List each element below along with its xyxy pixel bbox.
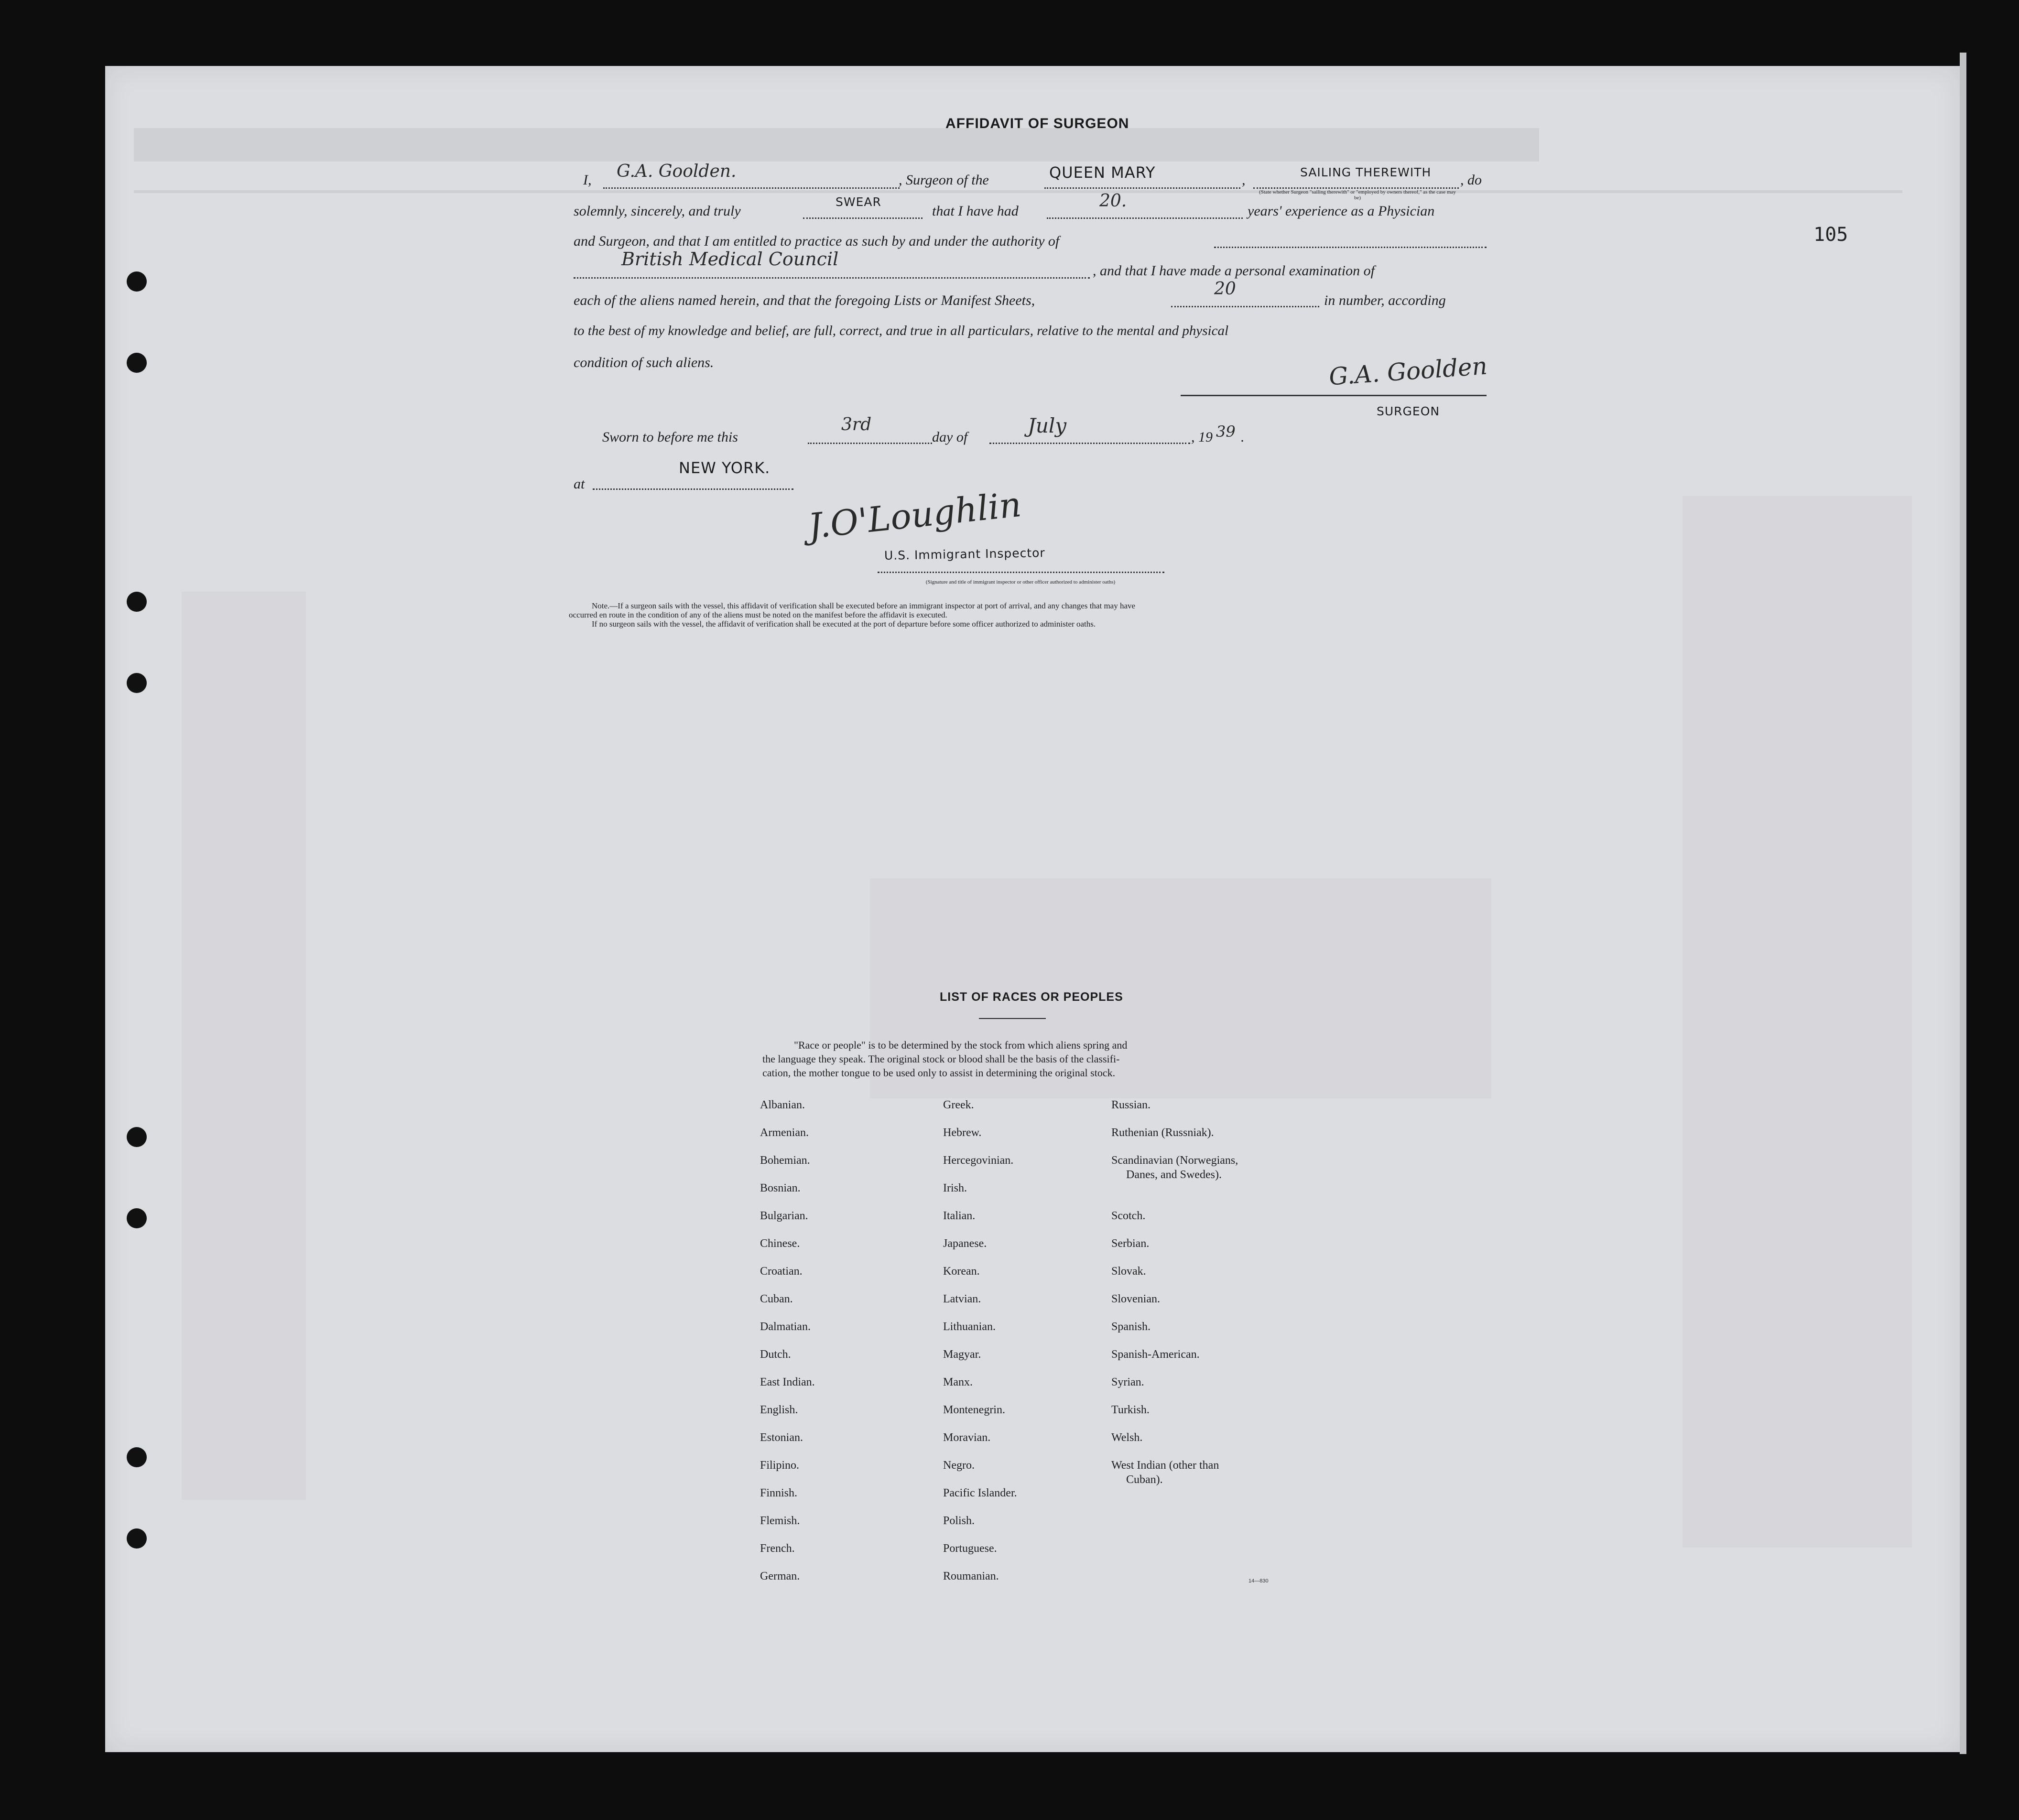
comma: , xyxy=(1242,172,1246,188)
sheets-count: 20 xyxy=(1214,279,1236,299)
ship-name: QUEEN MARY xyxy=(1049,163,1156,182)
race-item: Roumanian. xyxy=(943,1570,999,1582)
inspector-title: U.S. Immigrant Inspector xyxy=(884,546,1045,563)
race-item: Portuguese. xyxy=(943,1542,997,1555)
form-code: 14—830 xyxy=(1248,1578,1269,1584)
race-item: Flemish. xyxy=(760,1515,800,1527)
race-item: Moravian. xyxy=(943,1431,991,1444)
race-item: Spanish-American. xyxy=(1111,1348,1200,1361)
races-intro-line-1: "Race or people" is to be determined by the stock from which aliens spring and xyxy=(794,1039,1128,1051)
race-item: Irish. xyxy=(943,1182,967,1194)
race-item: Russian. xyxy=(1111,1099,1151,1111)
races-title-rule xyxy=(979,1018,1046,1019)
bleed-through-column xyxy=(182,592,306,1500)
race-item: Chinese. xyxy=(760,1237,800,1250)
race-item: German. xyxy=(760,1570,800,1582)
manifest-sheets-label: each of the aliens named herein, and that the foregoing Lists or Manifest Sheets, xyxy=(574,292,1035,308)
years-value: 20. xyxy=(1099,191,1127,211)
years-experience-label: years' experience as a Physician xyxy=(1248,203,1435,219)
races-intro-line-2: the language they speak. The original stock or blood shall be the basis of the classifi- xyxy=(762,1053,1120,1065)
race-item: Magyar. xyxy=(943,1348,981,1361)
race-item: Slovenian. xyxy=(1111,1293,1160,1305)
inspector-note: (Signature and title of immigrant inspector or other officer authorized to administer oaths) xyxy=(925,579,1116,585)
years-line xyxy=(1047,217,1243,219)
note-line-1: Note.—If a surgeon sails with the vessel, this affidavit of verification shall be executed before an immigrant inspector at port of arrival, and any changes that may have xyxy=(592,601,1136,610)
race-item: East Indian. xyxy=(760,1376,815,1388)
race-item-cont: Danes, and Swedes). xyxy=(1126,1169,1222,1181)
race-item: Syrian. xyxy=(1111,1376,1144,1388)
ship-line xyxy=(1044,187,1240,189)
race-item: Turkish. xyxy=(1111,1404,1150,1416)
affidavit-i: I, xyxy=(583,172,592,188)
bleed-through-column xyxy=(1682,496,1912,1548)
note-line-3: If no surgeon sails with the vessel, the affidavit of verification shall be executed at the port of departure before some officer authorized to administer oaths. xyxy=(592,619,1096,628)
affidavit-title: AFFIDAVIT OF SURGEON xyxy=(945,116,1129,131)
race-item: Armenian. xyxy=(760,1127,809,1139)
bleed-through-strip xyxy=(134,190,1902,193)
race-item: Greek. xyxy=(943,1099,974,1111)
surgeon-name-line xyxy=(603,187,900,189)
i-have-had-label: that I have had xyxy=(932,203,1019,219)
race-item: Croatian. xyxy=(760,1265,803,1278)
authority-line-1 xyxy=(1214,247,1487,248)
manifest-sheet xyxy=(105,66,1960,1752)
race-item-cont: Cuban). xyxy=(1126,1473,1163,1486)
day-of-label: day of xyxy=(932,429,968,445)
authority-value: British Medical Council xyxy=(621,249,839,270)
binder-hole xyxy=(127,271,147,292)
year-prefix: , 19 xyxy=(1191,429,1213,445)
inspector-line xyxy=(878,572,1164,573)
race-item: Negro. xyxy=(943,1459,975,1472)
year-end: . xyxy=(1241,429,1245,445)
binder-hole xyxy=(127,673,147,693)
race-item: Finnish. xyxy=(760,1487,798,1499)
sworn-day: 3rd xyxy=(841,415,872,434)
race-item: English. xyxy=(760,1404,798,1416)
race-item: French. xyxy=(760,1542,795,1555)
race-item: Welsh. xyxy=(1111,1431,1143,1444)
race-item: Pacific Islander. xyxy=(943,1487,1017,1499)
sheets-count-line xyxy=(1171,306,1319,307)
oath-value: SWEAR xyxy=(836,195,881,209)
authority-label: and Surgeon, and that I am entitled to practice as such by and under the authority of xyxy=(574,233,1060,249)
race-item: Latvian. xyxy=(943,1293,981,1305)
surgeon-name: G.A. Goolden. xyxy=(617,162,737,181)
binder-hole xyxy=(127,1447,147,1467)
sailing-status: SAILING THEREWITH xyxy=(1300,165,1432,179)
race-item: Japanese. xyxy=(943,1237,987,1250)
race-item: Manx. xyxy=(943,1376,973,1388)
knowledge-belief-text: to the best of my knowledge and belief, are full, correct, and true in all particulars, relative to the mental and physical xyxy=(574,323,1229,338)
surgeon-signature: G.A. Goolden xyxy=(1328,352,1488,391)
race-item: Montenegrin. xyxy=(943,1404,1005,1416)
race-item: Scotch. xyxy=(1111,1210,1146,1222)
race-item: Cuban. xyxy=(760,1293,793,1305)
page-edge xyxy=(1960,53,1966,1754)
race-item: Serbian. xyxy=(1111,1237,1150,1250)
surgeon-signature-line xyxy=(1181,395,1487,396)
binder-hole xyxy=(127,592,147,612)
races-intro xyxy=(762,1038,1288,1080)
surgeon-of-label: , Surgeon of the xyxy=(899,172,989,188)
binder-hole xyxy=(127,1208,147,1228)
races-intro-line-3: cation, the mother tongue to be used only to assist in determining the original stock. xyxy=(762,1067,1116,1079)
sworn-month-line xyxy=(989,443,1190,444)
race-item: Italian. xyxy=(943,1210,976,1222)
authority-line-2 xyxy=(574,277,1090,279)
race-item: Korean. xyxy=(943,1265,980,1278)
do-label: , do xyxy=(1460,172,1482,188)
race-item: Bulgarian. xyxy=(760,1210,808,1222)
surgeon-label: SURGEON xyxy=(1377,404,1440,418)
sworn-place: NEW YORK. xyxy=(679,459,771,477)
binder-hole xyxy=(127,353,147,373)
in-number-label: in number, according xyxy=(1324,292,1446,308)
race-item: Bohemian. xyxy=(760,1154,810,1167)
sworn-day-line xyxy=(808,443,932,444)
affidavit-note xyxy=(569,601,1491,628)
race-item: Scandinavian (Norwegians, xyxy=(1111,1154,1238,1167)
race-item: Slovak. xyxy=(1111,1265,1146,1278)
race-item: West Indian (other than xyxy=(1111,1459,1219,1472)
race-item: Spanish. xyxy=(1111,1321,1151,1333)
race-item: Dutch. xyxy=(760,1348,791,1361)
sworn-label: Sworn to before me this xyxy=(602,429,738,445)
race-item: Estonian. xyxy=(760,1431,803,1444)
race-item: Hebrew. xyxy=(943,1127,982,1139)
race-item: Filipino. xyxy=(760,1459,800,1472)
race-item: Bosnian. xyxy=(760,1182,801,1194)
note-line-2: occurred en route in the condition of any of the aliens must be noted on the manifest before the affidavit is executed. xyxy=(569,610,947,619)
condition-text: condition of such aliens. xyxy=(574,355,714,370)
bleed-through-header xyxy=(134,128,1539,162)
sworn-month: July xyxy=(1028,414,1067,437)
race-item: Ruthenian (Russniak). xyxy=(1111,1127,1214,1139)
race-item: Lithuanian. xyxy=(943,1321,996,1333)
races-title: LIST OF RACES OR PEOPLES xyxy=(940,990,1123,1004)
page-number: 105 xyxy=(1813,224,1848,246)
race-item: Albanian. xyxy=(760,1099,805,1111)
oath-line xyxy=(803,217,923,219)
binder-hole xyxy=(127,1127,147,1147)
personal-exam-label: , and that I have made a personal examination of xyxy=(1093,263,1375,279)
solemnly-label: solemnly, sincerely, and truly xyxy=(574,203,741,219)
race-item: Polish. xyxy=(943,1515,975,1527)
sworn-year: 39 xyxy=(1216,422,1236,441)
race-item: Dalmatian. xyxy=(760,1321,811,1333)
race-item: Hercegovinian. xyxy=(943,1154,1014,1167)
place-line xyxy=(593,488,793,490)
sailing-note: (State whether Surgeon "sailing therewith" or "employed by owners thereof," as the case may be) xyxy=(1259,189,1456,201)
inspector-signature: J.O'Loughlin xyxy=(806,484,1023,547)
at-label: at xyxy=(574,476,585,492)
binder-hole xyxy=(127,1528,147,1549)
sailing-line xyxy=(1253,187,1459,189)
